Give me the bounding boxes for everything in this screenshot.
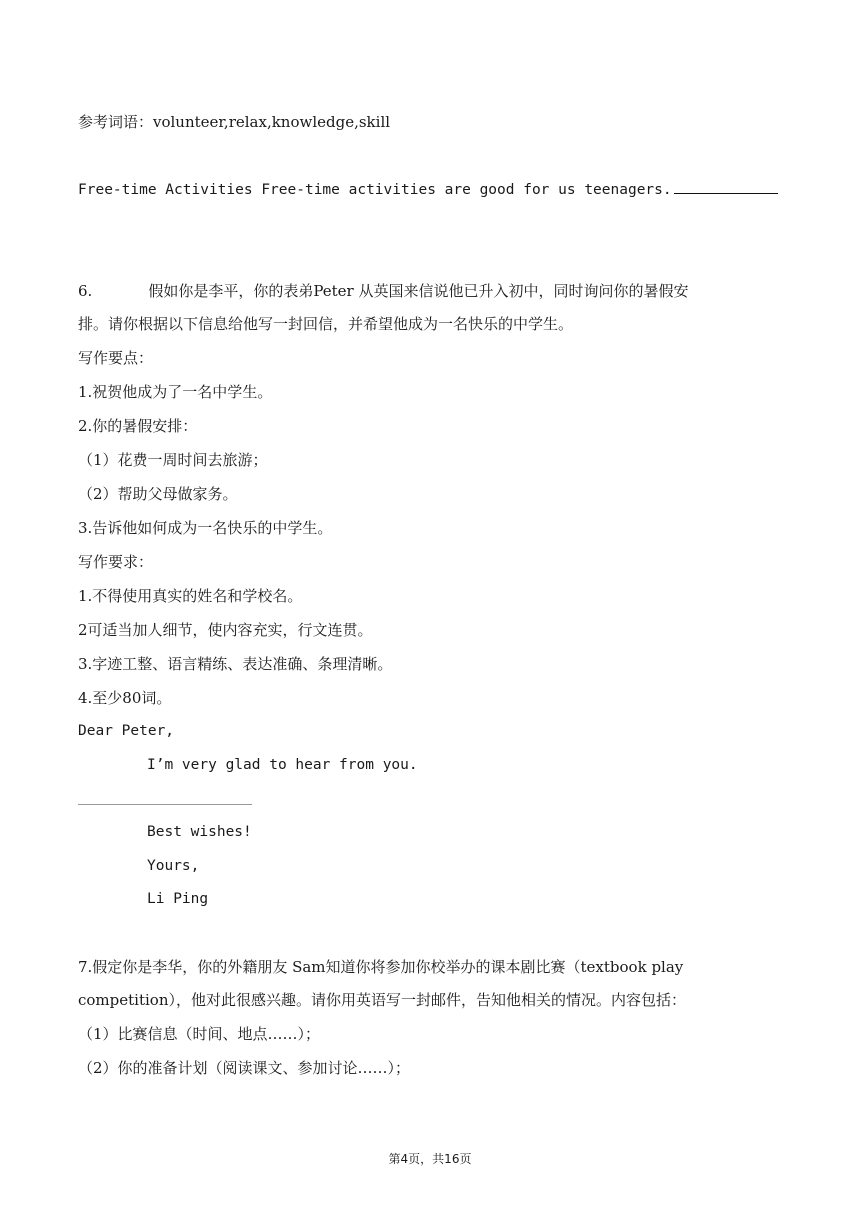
letter-greeting: Dear Peter, [78, 723, 175, 739]
writing-points-title: 写作要点： [78, 349, 154, 367]
essay-prompt-text: Free-time Activities Free-time activities are good for us teenagers. [78, 182, 672, 198]
question-6-line-1 [78, 281, 688, 301]
writing-requirement: 4.至少80词。 [78, 689, 172, 707]
writing-requirement: 3.字迹工整、语言精练、表达准确、条理清晰。 [78, 655, 393, 673]
writing-point: 3.告诉他如何成为一名快乐的中学生。 [78, 519, 333, 537]
writing-point: 1.祝贺他成为了一名中学生。 [78, 383, 273, 401]
question-number: 6. [78, 282, 93, 300]
writing-point: （2）帮助父母做家务。 [78, 485, 238, 503]
page-footer: 第4页，共16页 [388, 1152, 472, 1166]
writing-requirements-title: 写作要求： [78, 553, 154, 571]
question-6-line-2: 排。请你根据以下信息给他写一封回信，并希望他成为一名快乐的中学生。 [78, 315, 574, 333]
writing-requirement: 2可适当加人细节，使内容充实，行文连贯。 [78, 621, 373, 639]
letter-sign-off: Yours, [147, 858, 200, 874]
reference-words: 参考词语：volunteer,relax,knowledge,skill [78, 113, 391, 131]
letter-opening: I’m very glad to hear from you. [147, 757, 418, 773]
question-7-line-2: competition），他对此很感兴趣。请你用英语写一封邮件，告知他相关的情况。内容包括： [78, 991, 686, 1009]
question-7-item: （2）你的准备计划（阅读课文、参加讨论……）； [78, 1059, 411, 1077]
letter-closing: Best wishes! [147, 824, 252, 840]
question-7-item: （1）比赛信息（时间、地点……）； [78, 1025, 321, 1043]
question-7-line-1: 7.假定你是李华，你的外籍朋友 Sam知道你将参加你校举办的课本剧比赛（textbook play [78, 958, 684, 976]
letter-signature: Li Ping [147, 891, 209, 907]
answer-blank [674, 179, 778, 194]
writing-requirement: 1.不得使用真实的姓名和学校名。 [78, 587, 303, 605]
answer-line [78, 804, 252, 805]
writing-point: （1）花费一周时间去旅游； [78, 451, 268, 469]
essay-prompt [78, 179, 778, 200]
question-6-text: 假如你是李平，你的表弟Peter 从英国来信说他已升入初中，同时询问你的暑假安 [148, 282, 689, 300]
writing-point: 2.你的暑假安排： [78, 417, 198, 435]
